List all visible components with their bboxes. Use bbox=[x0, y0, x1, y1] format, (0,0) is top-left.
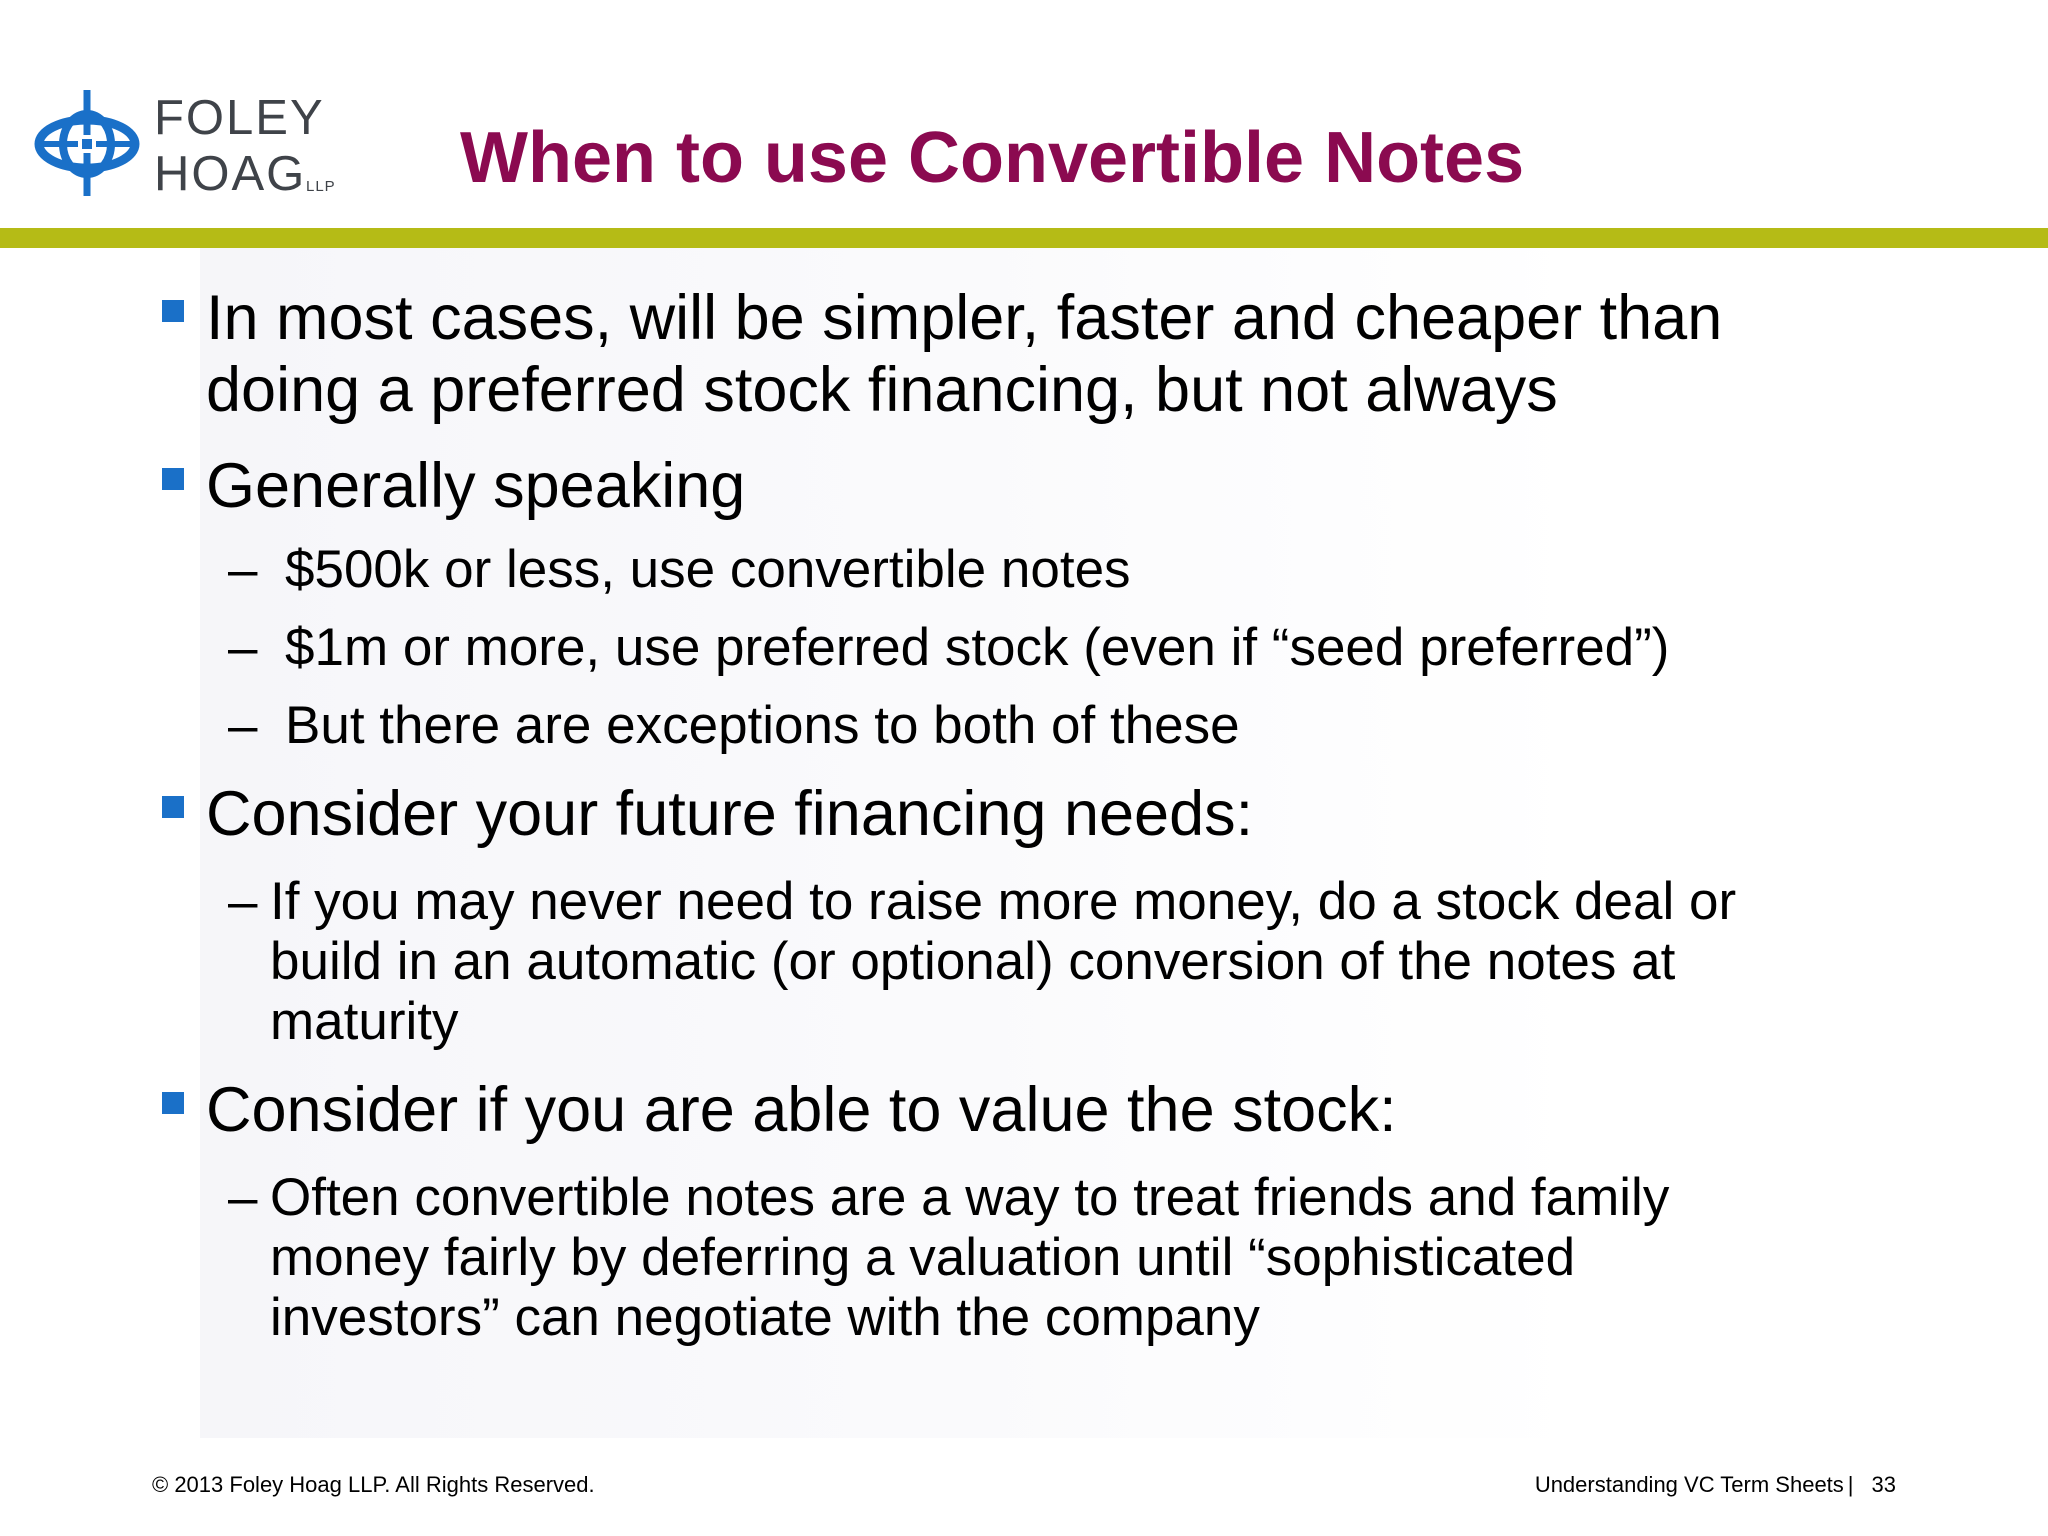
globe-logo-icon bbox=[34, 88, 140, 198]
page-number: 33 bbox=[1871, 1472, 1896, 1497]
logo-word-foley: FOLEY bbox=[154, 91, 325, 145]
slide-title: When to use Convertible Notes bbox=[460, 118, 1525, 198]
sub-bullet-text: $1m or more, use preferred stock (even if “seed preferred”) bbox=[285, 618, 1670, 677]
sub-bullet-text: $500k or less, use convertible notes bbox=[285, 540, 1131, 599]
sub-bullet-text bbox=[270, 872, 1870, 1052]
footer-deck-info bbox=[1535, 1472, 1896, 1498]
bullet-text: Consider if you are able to value the stock: bbox=[206, 1075, 1397, 1145]
header-divider bbox=[0, 228, 2048, 248]
dash-marker: – bbox=[228, 1168, 258, 1227]
sub-bullet-text-line: Often convertible notes are a way to treat friends and family bbox=[270, 1168, 1670, 1227]
bullet-text-line: doing a preferred stock financing, but not always bbox=[206, 355, 1558, 425]
bullet-text: Generally speaking bbox=[206, 451, 746, 521]
sub-bullet-item bbox=[228, 1168, 1888, 1348]
sub-bullet-text-line: If you may never need to raise more money, do a stock deal or bbox=[270, 872, 1737, 931]
sub-bullet-text-line: money fairly by deferring a valuation until “sophisticated bbox=[270, 1228, 1576, 1287]
sub-bullet-item bbox=[228, 540, 1828, 600]
bullet-square-icon bbox=[162, 468, 184, 490]
sub-bullet-text-line: investors” can negotiate with the company bbox=[270, 1288, 1260, 1347]
dash-marker: – bbox=[228, 696, 258, 755]
bullet-text: Consider your future financing needs: bbox=[206, 779, 1254, 849]
sub-bullet-item bbox=[228, 872, 1888, 1052]
sub-bullet-text-line: build in an automatic (or optional) conversion of the notes at bbox=[270, 932, 1676, 991]
slide-header bbox=[0, 0, 2048, 228]
sub-bullet-item bbox=[228, 618, 1828, 678]
bullet-text-line: In most cases, will be simpler, faster and cheaper than bbox=[206, 283, 1723, 353]
sub-bullet-item bbox=[228, 696, 1828, 756]
footer-separator: | bbox=[1847, 1472, 1854, 1497]
footer-copyright: © 2013 Foley Hoag LLP. All Rights Reserved. bbox=[152, 1472, 595, 1497]
bullet-square-icon bbox=[162, 1092, 184, 1114]
logo-word-llp: LLP bbox=[306, 178, 336, 195]
sub-bullet-text bbox=[270, 1168, 1870, 1348]
dash-marker: – bbox=[228, 540, 258, 599]
bullet-item bbox=[162, 1074, 1902, 1146]
logo-word-hoag: HOAG bbox=[154, 147, 307, 201]
sub-bullet-text: But there are exceptions to both of these bbox=[285, 696, 1240, 755]
bullet-item bbox=[162, 778, 1902, 850]
bullet-square-icon bbox=[162, 796, 184, 818]
bullet-square-icon bbox=[162, 300, 184, 322]
dash-marker: – bbox=[228, 618, 258, 677]
foley-hoag-logo bbox=[34, 88, 354, 208]
dash-marker: – bbox=[228, 872, 258, 931]
bullet-item bbox=[162, 282, 1902, 426]
bullet-text bbox=[206, 282, 1926, 426]
footer-deck-title: Understanding VC Term Sheets bbox=[1534, 1472, 1844, 1497]
sub-bullet-text-line: maturity bbox=[270, 992, 459, 1051]
bullet-item bbox=[162, 450, 1902, 522]
